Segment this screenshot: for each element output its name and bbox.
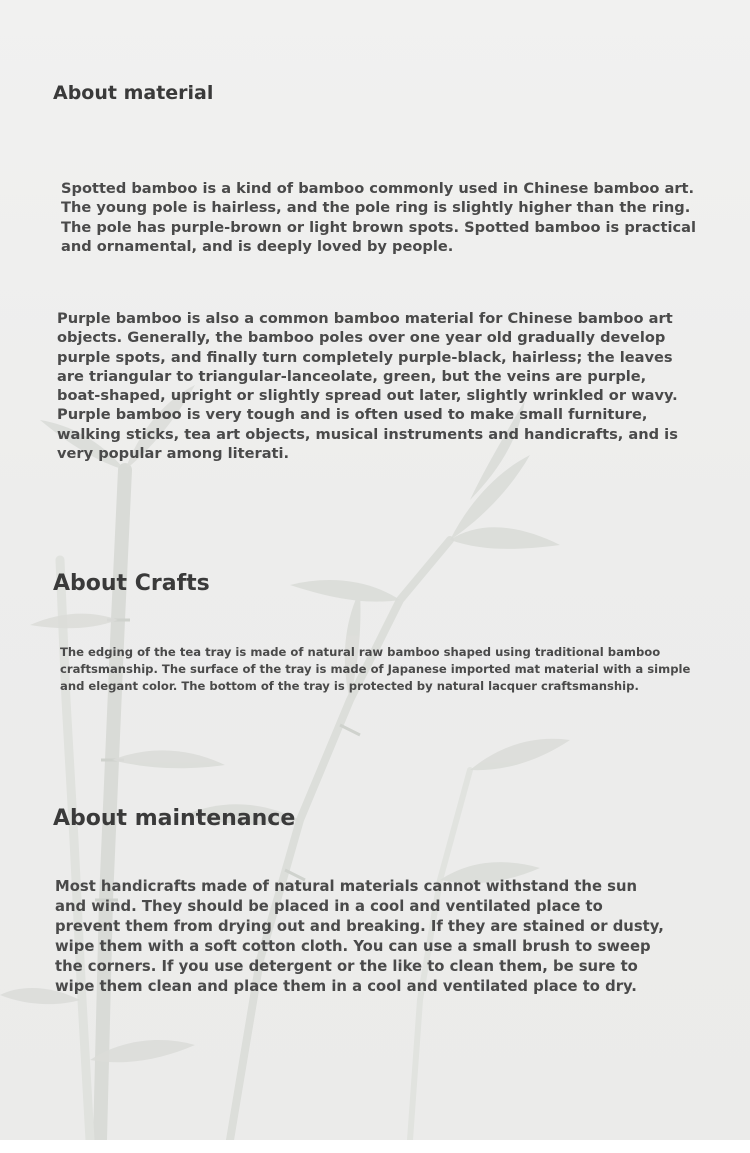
section-heading-maintenance: About maintenance: [53, 806, 296, 831]
paragraph-maintenance: Most handicrafts made of natural materials cannot withstand the sun and wind. They should be placed in a cool and ventilated place to prevent them from drying out and breaking. If they are stained or dusty, wipe them with a soft cotton cloth. You can use a small brush to sweep the corners. If you use detergent or the like to clean them, be sure to wipe them clean and place them in a cool and ventilated place to dry.: [55, 878, 664, 996]
paragraph-spotted-bamboo: Spotted bamboo is a kind of bamboo commonly used in Chinese bamboo art. The young pole is hairless, and the pole ring is slightly higher than the ring. The pole has purple-brown or light brown spots. Spotted bamboo is practical and ornamental, and is deeply loved by people.: [61, 180, 696, 255]
section-heading-material: About material: [53, 82, 214, 104]
paragraph-purple-bamboo: Purple bamboo is also a common bamboo material for Chinese bamboo art objects. Generally, the bamboo poles over one year old gradually develop purple spots, and finally turn completely purple-black, hairless; the leaves are triangular to triangular-lanceolate, green, but the veins are purple, boat-shaped, upright or slightly spread out later, slightly wrinkled or wavy. Purple bamboo is very tough and is often used to make small furniture, walking sticks, tea art objects, musical instruments and handicrafts, and is very popular among literati.: [57, 310, 678, 463]
paragraph-crafts: The edging of the tea tray is made of natural raw bamboo shaped using traditional bamboo craftsmanship. The surface of the tray is made of Japanese imported mat material with a simple and elegant color. The bottom of the tray is protected by natural lacquer craftsmanship.: [60, 645, 691, 693]
section-heading-crafts: About Crafts: [53, 571, 210, 596]
